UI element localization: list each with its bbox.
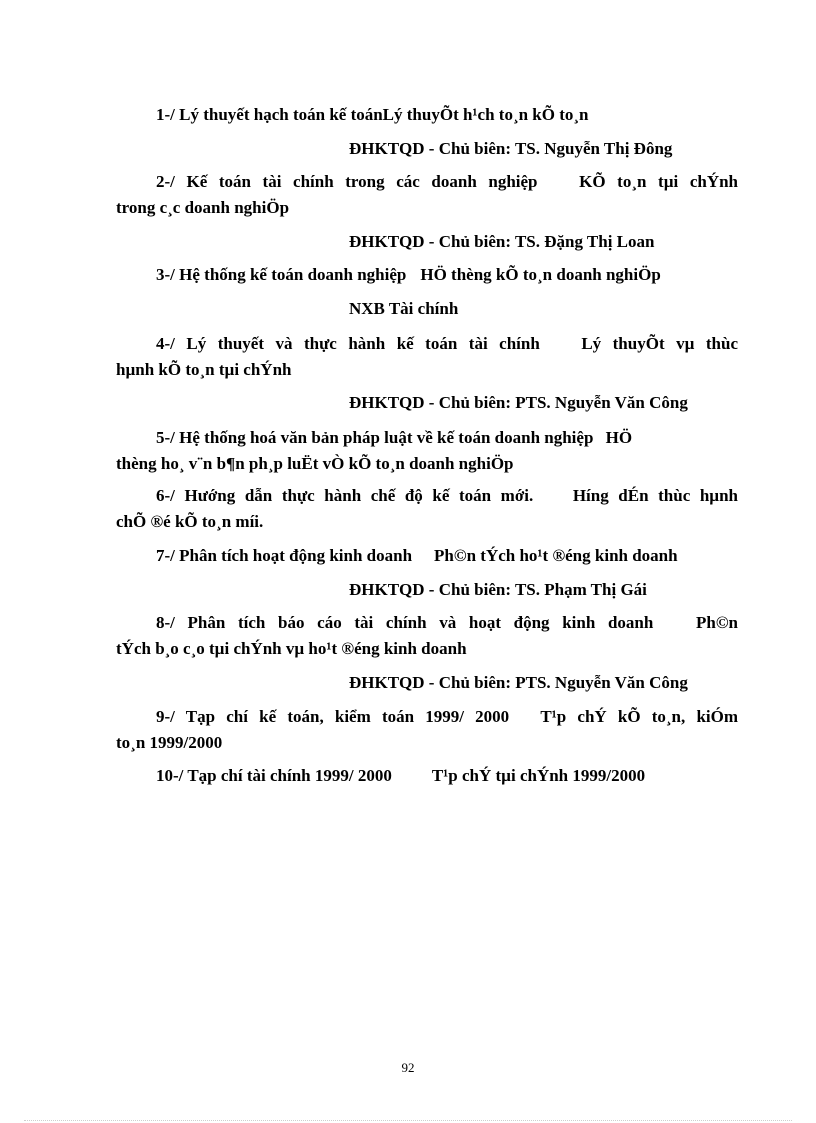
reference-8-title: 8-/ Phân tích báo cáo tài chính và hoạt động kinh doanh [156, 613, 654, 632]
reference-2 [116, 169, 738, 221]
reference-2-title: 2-/ Kế toán tài chính trong các doanh nghiệp [156, 172, 538, 191]
reference-9 [116, 704, 738, 756]
reference-3-title: 3-/ Hệ thống kế toán doanh nghiệp HÖ thèng kÕ to¸n doanh nghiÖp [156, 265, 661, 284]
reference-3-alt-title: HÖ thèng kÕ to¸n doanh nghiÖp [420, 265, 661, 284]
reference-1-source: ĐHKTQD - Chủ biên: TS. Nguyễn Thị Đông [349, 139, 673, 158]
reference-5-alt-title: HÖ [605, 428, 633, 447]
reference-8-source: ĐHKTQD - Chủ biên: PTS. Nguyễn Văn Công [349, 673, 688, 692]
reference-4 [116, 331, 738, 383]
reference-6-title-cont: chÕ ®é kÕ to¸n míi. [116, 512, 264, 531]
reference-8-title-cont: tÝch b¸o c¸o tµi chÝnh vµ ho¹t ®éng kinh doanh [116, 639, 467, 658]
reference-7-title: 7-/ Phân tích hoạt động kinh doanh Ph©n tÝch ho¹t ®éng kinh doanh [156, 546, 678, 565]
reference-4-title-cont: hµnh kÕ to¸n tµi chÝnh [116, 360, 292, 379]
page-number: 92 [401, 1060, 415, 1075]
reference-3-source: NXB Tài chính [349, 299, 459, 318]
reference-10-title: 10-/ Tạp chí tài chính 1999/ 2000 T¹p chÝ tµi chÝnh 1999/2000 [156, 766, 646, 785]
reference-8-alt-title: Ph©n [696, 613, 739, 632]
reference-6 [116, 483, 738, 535]
reference-4-source: ĐHKTQD - Chủ biên: PTS. Nguyễn Văn Công [349, 393, 688, 412]
reference-5-title-cont: thèng ho¸ v¨n b¶n ph¸p luËt vÒ kÕ to¸n doanh nghiÖp [116, 454, 514, 473]
reference-4-title: 4-/ Lý thuyết và thực hành kế toán tài chính [156, 334, 540, 353]
reference-7-source: ĐHKTQD - Chủ biên: TS. Phạm Thị Gái [349, 580, 647, 599]
reference-2-source: ĐHKTQD - Chủ biên: TS. Đặng Thị Loan [349, 232, 655, 251]
reference-9-alt-title: T¹p chÝ kÕ to¸n, kiÓm [540, 707, 739, 726]
reference-6-alt-title: Híng dÉn thùc hµnh [572, 486, 739, 505]
reference-6-title: 6-/ Hướng dẫn thực hành chế độ kế toán mới. [156, 486, 534, 505]
reference-9-title: 9-/ Tạp chí kế toán, kiểm toán 1999/ 2000 [156, 707, 510, 726]
reference-10-alt-title: T¹p chÝ tµi chÝnh 1999/2000 [431, 766, 646, 785]
reference-4-alt-title: Lý thuyÕt vµ thùc [581, 334, 738, 353]
reference-2-alt-title: KÕ to¸n tµi chÝnh [579, 172, 739, 191]
reference-7-alt-title: Ph©n tÝch ho¹t ®éng kinh doanh [434, 546, 678, 565]
reference-2-title-cont: trong c¸c doanh nghiÖp [116, 198, 290, 217]
reference-5-title: 5-/ Hệ thống hoá văn bản pháp luật về kế toán doanh nghiệp [156, 428, 594, 447]
reference-1-title: 1-/ Lý thuyết hạch toán kế toánLý thuyÕt h¹ch to¸n kÕ to¸n [156, 105, 589, 124]
page-bottom-divider [24, 1120, 792, 1121]
reference-5 [116, 425, 738, 477]
reference-8 [116, 610, 738, 662]
reference-9-title-cont: to¸n 1999/2000 [116, 733, 223, 752]
